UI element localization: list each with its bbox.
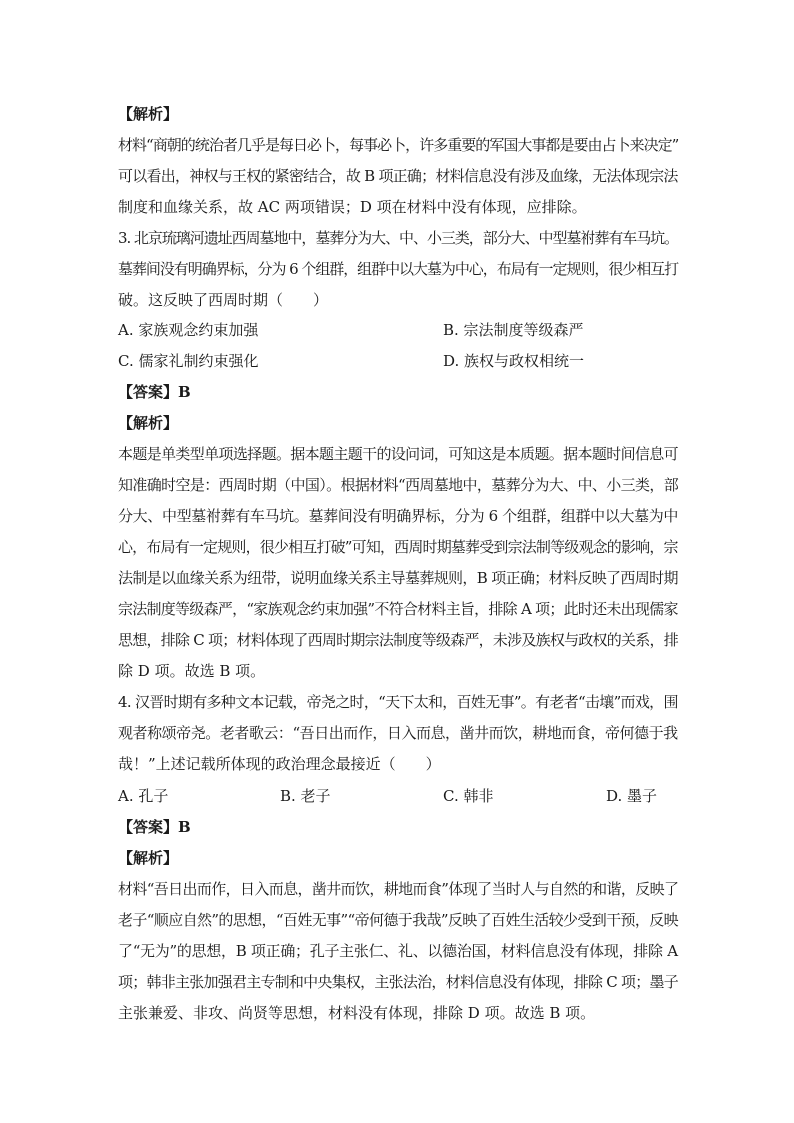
question-4-analysis-line: 了“无为”的思想，B 项正确；孔子主张仁、礼、以德治国，材料信息没有体现，排除 A xyxy=(118,942,678,960)
question-3-analysis-line: 分大、中型墓祔葬有车马坑。墓葬间没有明确界标，分为 6 个组群，组群中以大墓为中 xyxy=(118,507,679,525)
question-3-stem-line: 3. 北京琉璃河遗址西周墓地中，墓葬分为大、中、小三类，部分大、中型墓祔葬有车马坑。 xyxy=(118,229,679,247)
question-3-answer: 【答案】B xyxy=(118,383,191,401)
question-3-option-a: A. 家族观念约束加强 xyxy=(118,321,259,339)
question-4-stem-line: 4. 汉晋时期有多种文本记载，帝尧之时，“天下太和，百姓无事”。有老者“击壤”而戏，围 xyxy=(118,693,678,711)
question-4-option-c: C. 韩非 xyxy=(443,787,494,805)
question-4-option-b: B. 老子 xyxy=(280,787,331,805)
question-3-option-c: C. 儒家礼制约束强化 xyxy=(118,352,259,370)
question-4-answer: 【答案】B xyxy=(118,818,191,836)
question-4-analysis-heading: 【解析】 xyxy=(118,849,179,867)
question-4-analysis-line: 材料“吾日出而作，日入而息，凿井而饮，耕地而食”体现了当时人与自然的和谐，反映了 xyxy=(118,880,679,898)
question-3-analysis-heading: 【解析】 xyxy=(118,414,179,432)
question-3-analysis-line: 除 D 项。故选 B 项。 xyxy=(118,662,266,680)
analysis-line: 可以看出，神权与王权的紧密结合，故 B 项正确；材料信息没有涉及血缘，无法体现宗法 xyxy=(118,167,678,185)
question-4-analysis-line: 老子“顺应自然”的思想，“百姓无事”“帝何德于我哉”反映了百姓生活较少受到干预，反映 xyxy=(118,911,679,929)
question-4-option-d: D. 墨子 xyxy=(606,787,658,805)
question-3-stem-line: 墓葬间没有明确界标，分为 6 个组群，组群中以大墓为中心，布局有一定规则，很少相互打 xyxy=(118,260,679,278)
question-3-option-d: D. 族权与政权相统一 xyxy=(443,352,585,370)
question-3-analysis-line: 知准确时空是：西周时期（中国）。根据材料“西周墓地中，墓葬分为大、中、小三类，部 xyxy=(118,476,679,494)
question-4-analysis-line: 主张兼爱、非攻、尚贤等思想，材料没有体现，排除 D 项。故选 B 项。 xyxy=(118,1004,596,1022)
question-3-analysis-line: 宗法制度等级森严，“家族观念约束加强”不符合材料主旨，排除 A 项；此时还未出现儒家 xyxy=(118,600,678,618)
question-3-analysis-line: 本题是单类型单项选择题。据本题主题干的设问词，可知这是本质题。据本题时间信息可 xyxy=(118,445,679,463)
question-4-stem-line: 观者称颂帝尧。老者歌云：“吾日出而作，日入而息，凿井而饮，耕地而食，帝何德于我 xyxy=(118,724,678,742)
question-4-option-a: A. 孔子 xyxy=(118,787,169,805)
question-4-stem-line: 哉！”上述记载所体现的政治理念最接近（ ） xyxy=(118,755,441,773)
question-3-option-b: B. 宗法制度等级森严 xyxy=(443,321,584,339)
question-3-analysis-line: 法制是以血缘关系为纽带，说明血缘关系主导墓葬规则，B 项正确；材料反映了西周时期 xyxy=(118,569,678,587)
question-3-stem-line: 破。这反映了西周时期（ ） xyxy=(118,291,329,309)
analysis-line: 材料“商朝的统治者几乎是每日必卜，每事必卜，许多重要的军国大事都是要由占卜来决定” xyxy=(118,136,679,154)
question-3-analysis-line: 心，布局有一定规则，很少相互打破”可知，西周时期墓葬受到宗法制等级观念的影响，宗 xyxy=(118,538,678,556)
analysis-heading-q2: 【解析】 xyxy=(118,105,179,123)
question-3-analysis-line: 思想，排除 C 项；材料体现了西周时期宗法制度等级森严，未涉及族权与政权的关系，排 xyxy=(118,631,679,649)
question-4-analysis-line: 项；韩非主张加强君主专制和中央集权，主张法治，材料信息没有体现，排除 C 项；墨子 xyxy=(118,973,679,991)
analysis-line: 制度和血缘关系，故 AC 两项错误；D 项在材料中没有体现，应排除。 xyxy=(118,198,587,216)
